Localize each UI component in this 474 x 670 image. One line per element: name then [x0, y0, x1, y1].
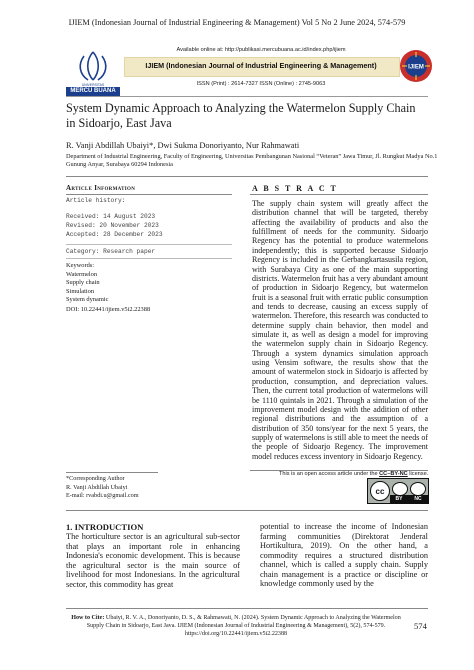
affiliation: Department of Industrial Engineering, Faculty of Engineering, Universitas Pembangunan Nasional “Veteran” Jawa Timur, Jl. Rungkut Madya No.1 Gunung Anyar, Surabaya 60294 Indonesia — [66, 153, 438, 168]
how-to-cite-label: How to Cite: — [71, 615, 105, 621]
article-title: System Dynamic Approach to Analyzing the Watermelon Supply Chain in Sidoarjo, East Java — [66, 101, 416, 130]
keywords-block — [66, 262, 108, 305]
category: Category: Research paper — [66, 248, 156, 255]
no-dollar-icon — [410, 482, 426, 496]
license-link[interactable]: CC–BY-NC — [379, 471, 408, 477]
keyword: Simulation — [66, 287, 95, 295]
running-head: IJIEM (Indonesian Journal of Industrial Engineering & Management) Vol 5 No 2 June 2024, 574-579 — [68, 18, 406, 27]
accepted-date: Accepted: 28 December 2023 — [66, 231, 163, 238]
cc-by-nc-badge[interactable] — [367, 478, 429, 504]
by-label: BY — [390, 495, 408, 503]
author-list: R. Vanji Abdillah Ubaiyi*, Dwi Sukma Donoriyanto, Nur Rahmawati — [66, 141, 300, 150]
history-label: Article history: — [66, 197, 126, 204]
abstract-heading: A B S T R A C T — [252, 184, 338, 193]
intro-left-column: The horticulture sector is an agricultural sub-sector that plays an important role in enhancing Indonesia's economic development. This is because the agricultural sector is the main source of livelihood for most Indonesians. In the agricultural sector, this commodity has great — [66, 532, 240, 589]
corresponding-name: R. Vanji Abdillah Ubaiyi — [66, 483, 128, 491]
cc-icon: cc — [370, 481, 390, 501]
revised-date: Revised: 20 November 2023 — [66, 222, 159, 229]
keywords-label: Keywords: — [66, 262, 95, 269]
doi[interactable]: DOI: 10.22441/ijiem.v5i2.22388 — [66, 306, 151, 313]
page-number: 574 — [414, 621, 427, 631]
ijiem-logo — [398, 48, 434, 88]
intro-right-column: potential to increase the income of Indonesian farming communities (Direktorat Jenderal Hortikultura, 2019). On the other hand, a commodity requires a structured distribution channel, which is called a supply chain. Supply chain management is a practice or discipline or knowledge commonly used by the — [260, 522, 428, 589]
abstract-text: The supply chain system will greatly affect the distribution channel that will be targeted, thereby affecting the availability of products and also the fulfillment of needs for the community. Sidoarjo Regency has the potential to produce watermelons independently; this is supported because Sidoarjo Regency is included in the Gerbangkartasusila region, with Surabaya City as one of the main supporting districts. Watermelon fruit has a very abundant amount of production in Sidoarjo Regency, but watermelon fruit is a seasonal fruit with erratic public consumption and tends to decrease, causing an excess supply of watermelon. Therefore, this research was conducted to determine supply chain behavior, then model and simulate it, as well as design a model for improving the watermelon supply chain in Sidoarjo Regency. Through a system dynamics simulation approach using Vensim software, the results show that the amount of watermelon stock in Sidoarjo is affected by production, consumption, and depreciation values. Then, the current total production of watermelons will be 1110 quintals in 2021. Through a simulation of the improvement model design with the addition of other regional distributions and the assumption of a distribution of 350 tons/year for the next 5 years, the supply of watermelons is still able to meet the needs of the people of Sidoarjo Regency. The improvement model reduces excess inventory in Sidoarjo Regency. — [252, 199, 428, 461]
mercu-buana-logo — [66, 46, 120, 96]
divider — [66, 510, 428, 511]
keyword: System dynamic — [66, 296, 109, 304]
svg-text:UNIVERSITAS: UNIVERSITAS — [81, 83, 105, 87]
divider — [250, 194, 428, 195]
divider — [66, 258, 232, 259]
divider — [66, 244, 232, 245]
divider — [66, 608, 428, 609]
person-icon — [392, 482, 408, 496]
logo-wordmark: MERCU BUANA — [66, 87, 120, 96]
open-access-prefix: This is an open access article under the — [279, 471, 380, 477]
divider — [66, 176, 428, 177]
ijiem-logo-text: IJIEM — [408, 64, 424, 71]
open-access-note — [279, 471, 428, 477]
divider — [66, 472, 158, 473]
corresponding-label: *Corresponding Author — [66, 475, 125, 482]
corresponding-author — [66, 475, 139, 501]
how-to-cite — [66, 614, 406, 639]
open-access-suffix: license. — [407, 471, 429, 477]
issn-text: ISSN (Print) : 2614-7327 ISSN (Online) : 2745-9063 — [196, 81, 326, 87]
received-date: Received: 14 August 2023 — [66, 213, 156, 220]
corresponding-email[interactable]: E-mail: rvabdi.u@gmail.com — [66, 492, 139, 500]
available-online-text: Available online at: http://publikasi.mercubuana.ac.id/index.php/ijiem — [176, 47, 346, 53]
keyword: Watermelon — [66, 270, 98, 278]
nc-label: NC — [408, 495, 428, 503]
divider — [66, 96, 428, 97]
journal-name: IJIEM (Indonesian Journal of Industrial Engineering & Management) — [145, 61, 377, 70]
divider — [66, 194, 232, 195]
keyword: Supply chain — [66, 279, 100, 287]
section-heading: 1. INTRODUCTION — [66, 522, 144, 532]
article-info-heading: Article Information — [66, 184, 136, 192]
citation-text: Ubaiyi, R. V. A., Donoriyanto, D. S., & Rahmawati, N. (2024). System Dynamic Approach to Analyzing the Watermelon Supply Chain in Sidoarjo, East Java. IJIEM (Indonesian Journal of Industrial Engineering & Management), 5(2), 574-579. https://doi.org/10.22441/ijiem.v5i2.22388 — [86, 615, 401, 638]
